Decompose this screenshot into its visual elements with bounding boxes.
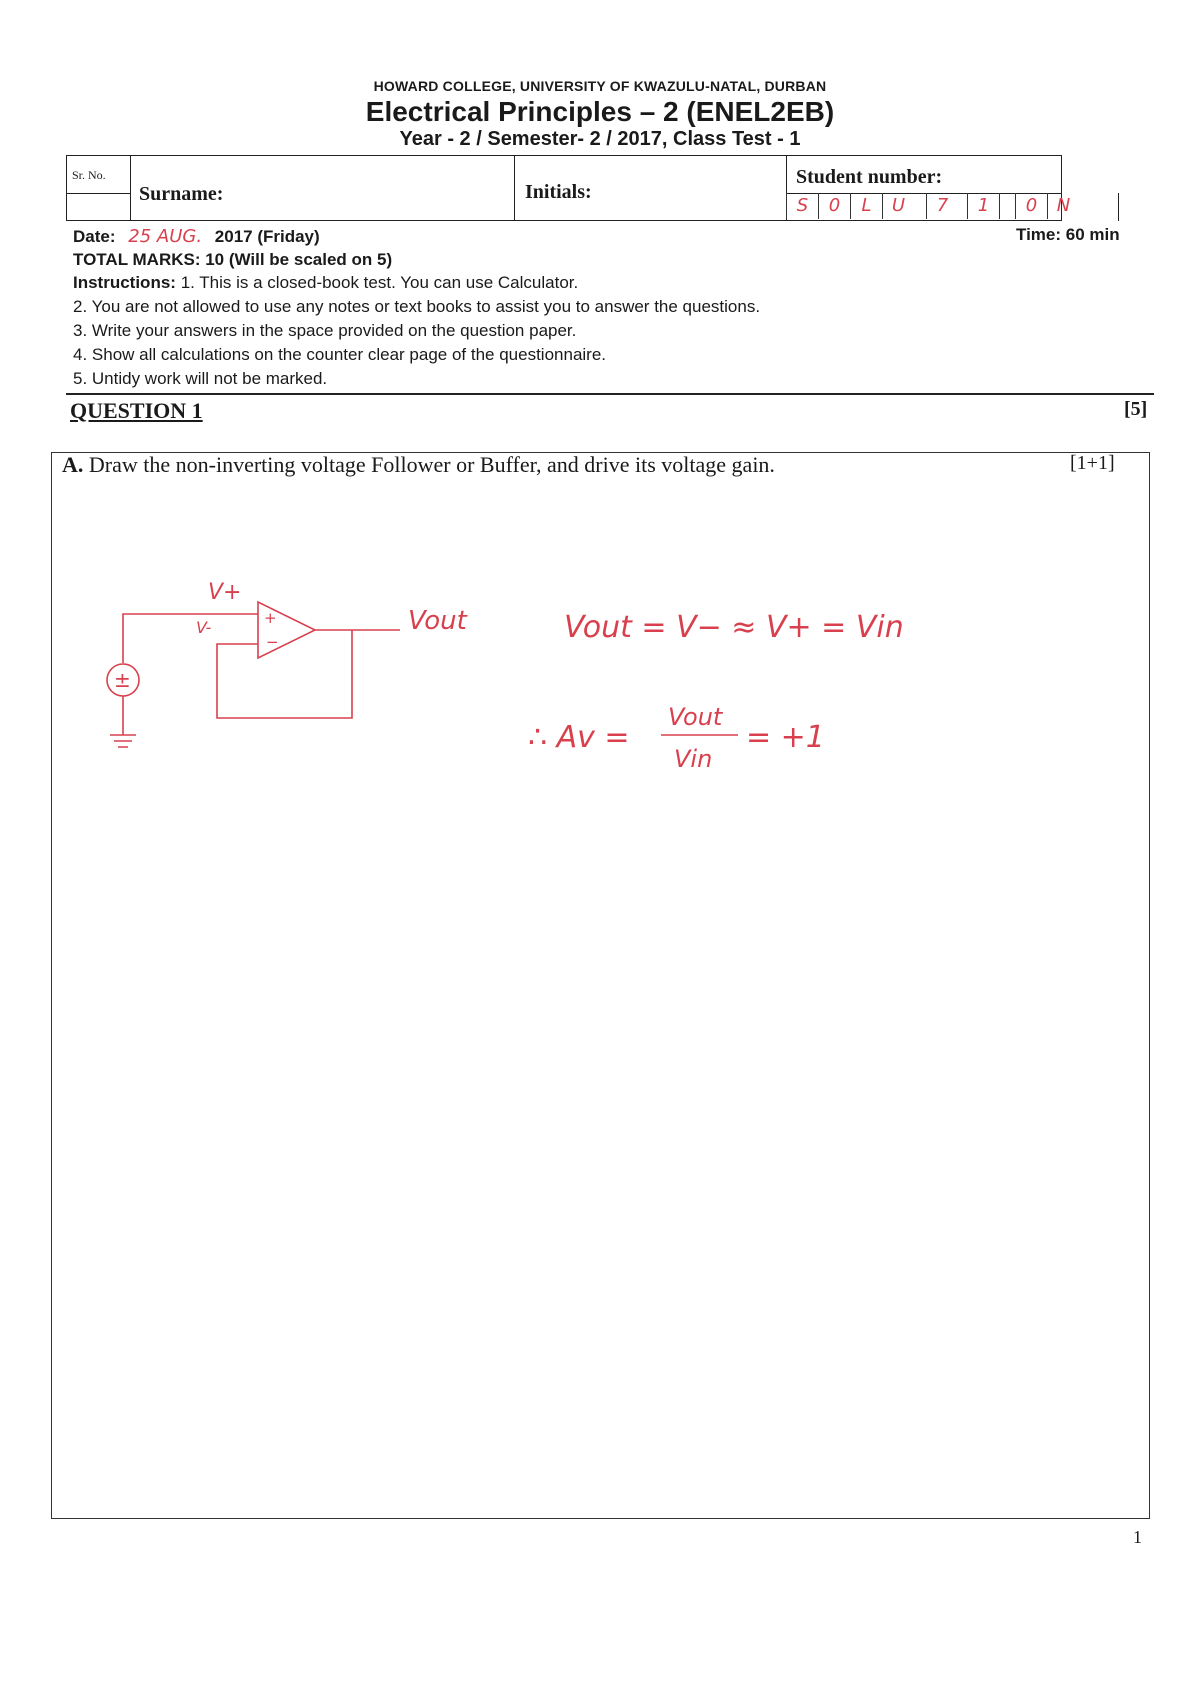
- table-divider: [130, 155, 131, 221]
- instruction-text: 1. This is a closed-book test. You can use Calculator.: [180, 273, 579, 292]
- date-label: Date:: [73, 227, 116, 246]
- test-info: Year - 2 / Semester- 2 / 2017, Class Test - 1: [399, 128, 801, 150]
- equation-2-denominator: Vin: [674, 745, 713, 773]
- ground-symbol: [110, 735, 136, 747]
- table-divider: [66, 193, 130, 194]
- student-number-digit: N: [1047, 193, 1079, 219]
- surname-label: Surname:: [139, 183, 224, 205]
- label-vminus: V-: [196, 618, 212, 637]
- student-number-digit: S: [786, 193, 818, 219]
- page-number: 1: [1133, 1527, 1142, 1547]
- time-label: Time: 60 min: [1016, 225, 1120, 244]
- question-1a-text: [62, 452, 775, 478]
- equation-2-result: = +1: [746, 720, 825, 755]
- equation-2-prefix: ∴ Av =: [528, 720, 630, 755]
- student-number-label: Student number:: [796, 166, 943, 188]
- institution-name: HOWARD COLLEGE, UNIVERSITY OF KWAZULU-NATAL, DURBAN: [373, 78, 827, 94]
- opamp-minus-sign: −: [266, 633, 279, 651]
- question-1a-prompt: Draw the non-inverting voltage Follower or Buffer, and drive its voltage gain.: [88, 452, 775, 477]
- wire-feedback: [217, 630, 352, 718]
- student-number-digit: 1: [967, 193, 999, 219]
- instruction-item: 4. Show all calculations on the counter clear page of the questionnaire.: [73, 345, 607, 364]
- initials-label: Initials:: [525, 181, 592, 203]
- instruction-item: [73, 273, 578, 293]
- label-vout: Vout: [408, 606, 467, 636]
- handwritten-answer: [90, 575, 920, 775]
- label-vplus: V+: [208, 580, 242, 605]
- table-divider: [514, 155, 515, 221]
- course-title: Electrical Principles – 2 (ENEL2EB): [365, 96, 835, 127]
- student-number-digit: 0: [818, 193, 850, 219]
- source-polarity: ±: [114, 668, 131, 692]
- table-divider: [1118, 193, 1119, 221]
- student-number-digit: U: [882, 193, 914, 219]
- wire-vplus: [123, 614, 258, 663]
- question-1-heading: QUESTION 1: [70, 398, 203, 423]
- question-1-marks: [5]: [1124, 398, 1148, 420]
- equation-2-numerator: Vout: [668, 703, 723, 731]
- date-line: [73, 226, 320, 247]
- total-marks: TOTAL MARKS: 10 (Will be scaled on 5): [73, 250, 393, 269]
- student-number-digit: L: [850, 193, 882, 219]
- equation-1: Vout = V− ≈ V+ = Vin: [564, 610, 904, 645]
- date-handwritten: 25 AUG.: [128, 226, 203, 247]
- sr-no-label: Sr. No.: [72, 168, 106, 182]
- date-printed: 2017 (Friday): [214, 227, 320, 246]
- question-1a-letter: A.: [62, 452, 84, 477]
- instruction-item: 2. You are not allowed to use any notes or text books to assist you to answer the questions.: [73, 297, 761, 316]
- student-number-digit: 7: [926, 193, 958, 219]
- instructions-label: Instructions:: [73, 273, 176, 292]
- instruction-item: 3. Write your answers in the space provided on the question paper.: [73, 321, 577, 340]
- instruction-item: 5. Untidy work will not be marked.: [73, 369, 328, 388]
- question-1a-marks: [1+1]: [1070, 452, 1115, 474]
- student-number-digit: 0: [1015, 193, 1047, 219]
- section-divider: [66, 393, 1154, 395]
- handwritten-text: [114, 580, 904, 773]
- opamp-plus-sign: +: [264, 609, 277, 627]
